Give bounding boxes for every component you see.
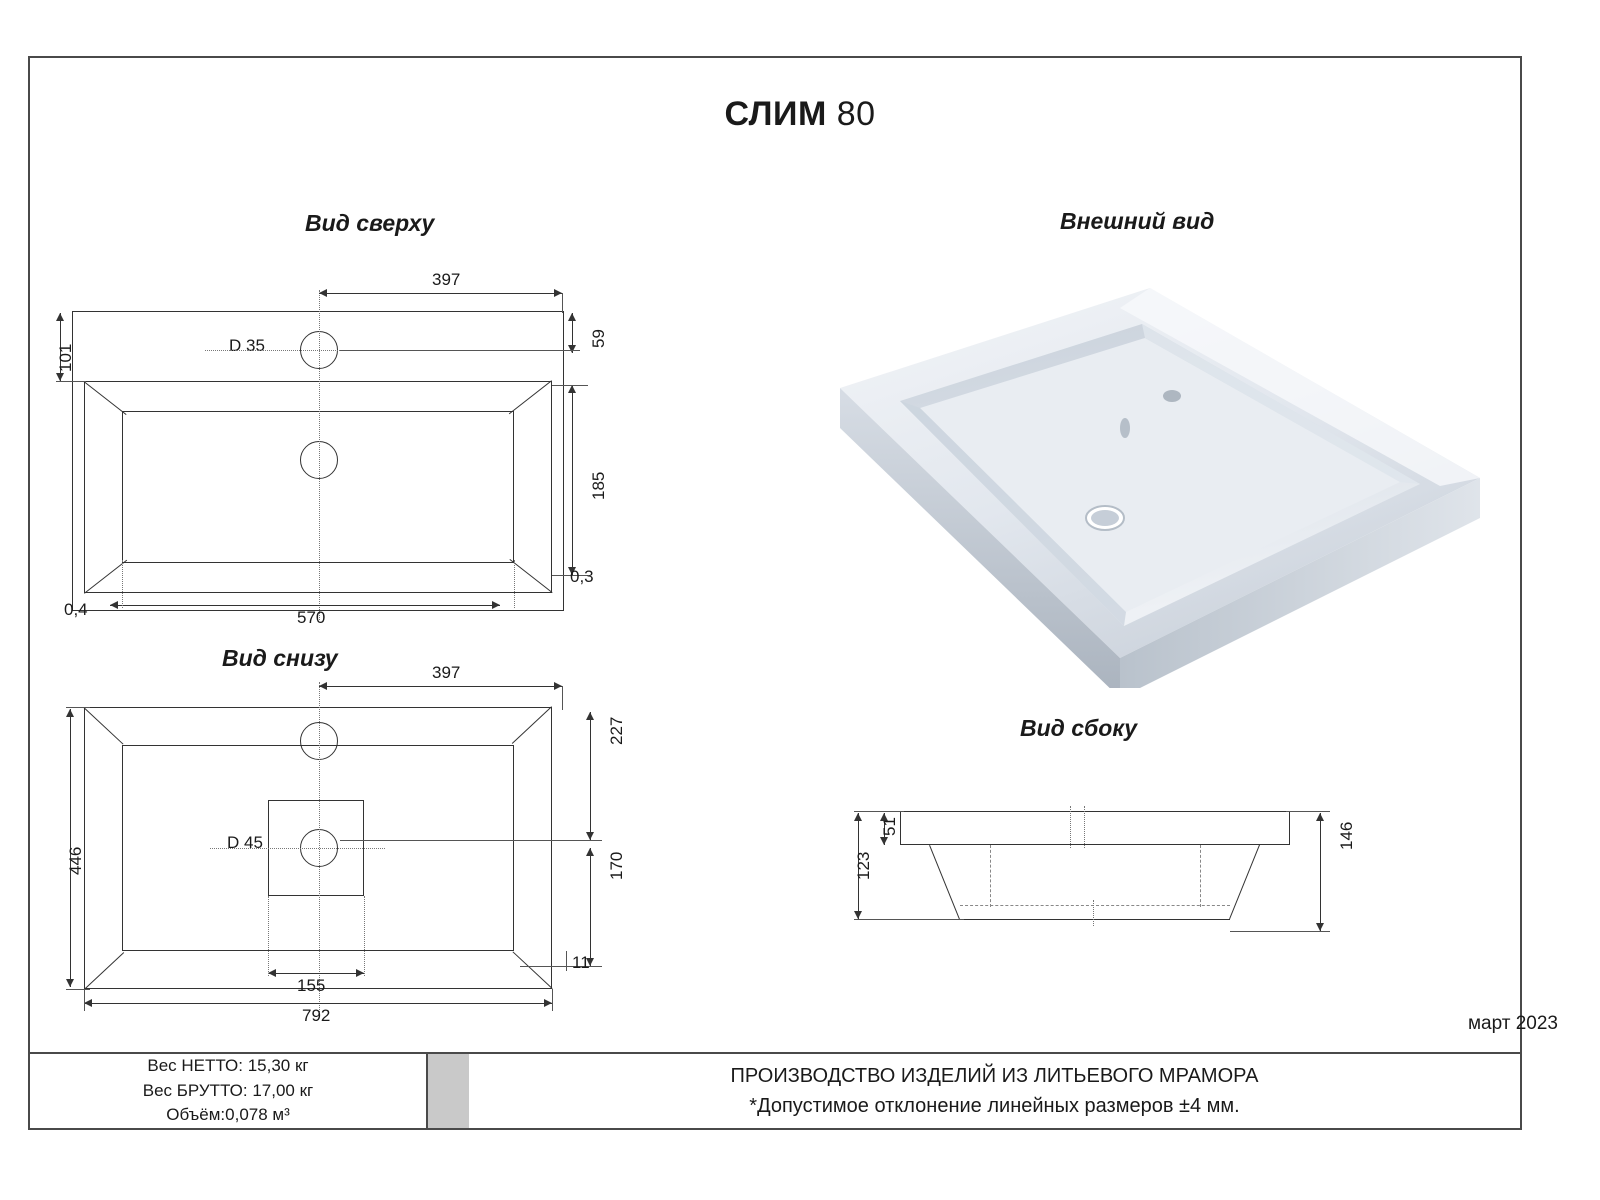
top-view-dim-04: 0,4 <box>64 600 88 619</box>
top-view-dim570-line <box>110 605 500 606</box>
bottom-view-dim155-ext-right <box>364 896 365 976</box>
top-view-dim-59: 59 <box>589 329 608 348</box>
bottom-view-centerline-h <box>210 848 385 849</box>
top-view-dim59-ext <box>340 350 580 351</box>
side-view-hidden-right <box>1200 845 1201 907</box>
top-view-dim397-arrow-right <box>554 289 562 297</box>
top-view-centerline-v <box>319 290 320 620</box>
bottom-view-dim155-arrow-right <box>356 969 364 977</box>
top-view-dim185-ext-top <box>552 385 588 386</box>
top-view-dim397-ext <box>562 293 563 313</box>
bottom-view-dim446-arrow-down <box>66 979 74 987</box>
footer-weights-block <box>28 1052 428 1130</box>
top-view-dim397-line <box>319 293 562 294</box>
side-view-dim146-ext-top <box>1286 811 1330 812</box>
bottom-view-dim-792: 792 <box>302 1006 331 1025</box>
bottom-view-dim-397: 397 <box>432 663 461 682</box>
bottom-view-dim397-arrow-left <box>319 682 327 690</box>
top-view-dim-03: 0,3 <box>570 567 594 586</box>
drawing-date: март 2023 <box>1467 1013 1558 1034</box>
top-view-dim-397: 397 <box>432 270 461 289</box>
footer-bar <box>28 1052 1522 1130</box>
side-view-dim146-line <box>1320 813 1321 931</box>
footer-note-inner <box>469 1054 1520 1128</box>
top-view-dim101-ext <box>56 381 86 382</box>
bottom-view-dim-446: 446 <box>66 846 85 875</box>
footer-volume: Объём:0,078 м³ <box>166 1105 290 1125</box>
bottom-view-dim397-arrow-right <box>554 682 562 690</box>
bottom-view-dim-170: 170 <box>607 851 626 880</box>
top-view-dim59-arrow-up <box>568 313 576 321</box>
side-view-dim123-ext-top <box>854 811 904 812</box>
footer-note-line1: ПРОИЗВОДСТВО ИЗДЕЛИЙ ИЗ ЛИТЬЕВОГО МРАМОРА <box>730 1065 1259 1087</box>
bottom-view-dim446-arrow-up <box>66 709 74 717</box>
side-view-dim-123: 123 <box>854 851 873 880</box>
footer-note-line2: *Допустимое отклонение линейных размеров ±4 мм. <box>749 1095 1240 1117</box>
bottom-view-dim227-arrow-up <box>586 712 594 720</box>
side-view-dim-146: 146 <box>1337 821 1356 850</box>
bottom-view-dim-155: 155 <box>297 976 326 995</box>
top-view-dim397-arrow-left <box>319 289 327 297</box>
side-view-dim123-arrow-down <box>854 911 862 919</box>
page-title <box>0 95 1600 134</box>
section-title-bottom-view: Вид снизу <box>222 645 338 671</box>
top-view-hole-label: D 35 <box>229 336 265 355</box>
side-view-bottom <box>960 919 1230 920</box>
bottom-view-dim155-line <box>268 973 364 974</box>
bottom-view-dim397-ext <box>562 686 563 710</box>
bottom-view-dim11-tick <box>566 951 567 971</box>
top-view-dim570-arrow-right <box>492 601 500 609</box>
side-view-dim123-ext-bottom <box>854 919 964 920</box>
section-title-exterior-view: Внешний вид <box>1060 208 1215 234</box>
side-view-dim123-arrow-up <box>854 813 862 821</box>
top-view-dim185-line <box>572 385 573 575</box>
top-view-basin-inner <box>122 411 514 563</box>
footer-note-block <box>428 1052 1522 1130</box>
bottom-view-dim792-arrow-right <box>544 999 552 1007</box>
bottom-view-dim227-arrow-down <box>586 832 594 840</box>
side-view-hidden-left <box>990 845 991 907</box>
washbasin-3d-render <box>820 268 1480 688</box>
top-view-dim101-arrow-up <box>56 313 64 321</box>
top-view-dim101-arrow-down <box>56 373 64 381</box>
side-view-dim51-arrow-down <box>880 837 888 845</box>
side-view-dim146-arrow-down <box>1316 923 1324 931</box>
top-view-dim570-ext-left <box>122 560 123 608</box>
top-view-dim570-ext-right <box>514 560 515 608</box>
title-bold: СЛИМ <box>724 95 827 133</box>
bottom-view-dim227-ext <box>340 840 602 841</box>
side-view-drain-line <box>1093 900 1094 926</box>
bottom-view-dim792-arrow-left <box>84 999 92 1007</box>
top-view-dim-101: 101 <box>56 343 75 372</box>
side-view-top-slab <box>900 811 1290 845</box>
side-view-hole-line-1 <box>1070 806 1071 848</box>
section-title-side-view: Вид сбоку <box>1020 715 1138 741</box>
side-view-dim146-ext-bottom <box>1230 931 1330 932</box>
bottom-view-dim397-line <box>319 686 562 687</box>
top-view-dim-570: 570 <box>297 608 326 627</box>
bottom-view-dim-227: 227 <box>607 716 626 745</box>
top-view-dim-185: 185 <box>589 471 608 500</box>
bottom-view-dim446-ext-top <box>66 707 90 708</box>
bottom-view-hole-label: D 45 <box>227 833 263 852</box>
bottom-view-dim170-line <box>590 848 591 966</box>
bottom-view-dim155-arrow-left <box>268 969 276 977</box>
side-view-dim146-arrow-up <box>1316 813 1324 821</box>
side-view-hole-line-2 <box>1084 806 1085 848</box>
bottom-view-centerline-v <box>319 682 320 1012</box>
top-view-dim59-arrow-down <box>568 345 576 353</box>
top-view-dim185-arrow-up <box>568 385 576 393</box>
bottom-view-dim227-line <box>590 712 591 840</box>
bottom-view-dim155-ext-left <box>268 896 269 976</box>
bottom-view-dim792-ext-left <box>84 989 85 1011</box>
bottom-view-dim170-ext <box>520 966 602 967</box>
top-view-dim570-arrow-left <box>110 601 118 609</box>
bottom-view-dim-11: 11 <box>572 953 590 972</box>
footer-net-weight: Вес НЕТТО: 15,30 кг <box>147 1056 309 1076</box>
section-title-top-view: Вид сверху <box>305 210 435 236</box>
title-light: 80 <box>836 95 876 133</box>
side-view-hidden-bottom <box>960 905 1230 906</box>
footer-gross-weight: Вес БРУТТО: 17,00 кг <box>142 1080 314 1100</box>
bottom-view-dim170-arrow-up <box>586 848 594 856</box>
bottom-view-dim446-ext-bottom <box>66 989 90 990</box>
bottom-view-dim792-line <box>84 1003 552 1004</box>
side-view-dim-51: 51 <box>880 817 899 836</box>
bottom-view-dim792-ext-right <box>552 989 553 1011</box>
